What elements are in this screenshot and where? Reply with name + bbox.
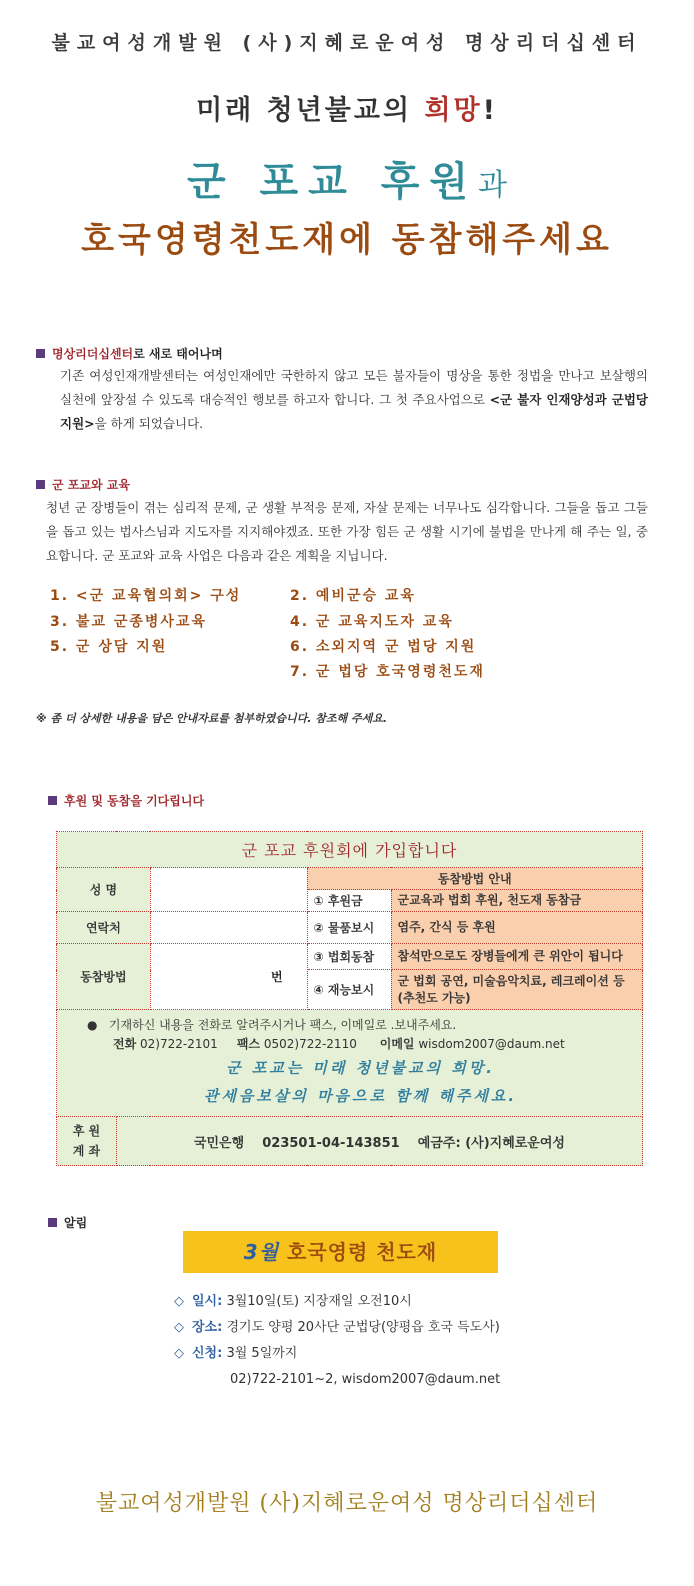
- apply-label: 신청:: [192, 1346, 223, 1361]
- title2-main: 군 포교 후원: [186, 159, 479, 205]
- square-bullet-icon: [48, 796, 57, 805]
- diamond-icon: ◇: [174, 1320, 184, 1335]
- event-banner: [183, 1231, 498, 1273]
- section1-heading-rest: 로 새로 태어나며: [133, 347, 223, 361]
- account-label-1: 후 원: [72, 1124, 101, 1138]
- apply-value: 3월 5일까지: [222, 1346, 298, 1361]
- phone-label: 전화: [113, 1037, 137, 1051]
- form-title: 군 포교 후원회에 가입합니다: [57, 832, 643, 868]
- plan-item: 6. 소외지역 군 법당 지원: [290, 639, 477, 655]
- bank-name: 국민은행: [193, 1135, 245, 1151]
- contact-label: 연락처: [57, 912, 151, 944]
- section3-heading: [48, 792, 204, 809]
- info-cell: [57, 1010, 643, 1117]
- membership-form: [56, 831, 643, 1166]
- account-info: [116, 1117, 642, 1166]
- account-number: 023501-04-143851: [262, 1135, 400, 1151]
- contact-field[interactable]: [150, 912, 307, 944]
- date-value: 3월10일(토) 지장재일 오전10시: [222, 1294, 412, 1309]
- email-label: 이메일: [379, 1037, 415, 1051]
- fax-label: 팩스: [236, 1037, 261, 1051]
- method-field[interactable]: [150, 944, 307, 1010]
- diamond-icon: ◇: [174, 1294, 184, 1309]
- section1-text-a: 기존 여성인재개발센터는 여성인재에만 국한하지 않고 모든 불자들이 명상을 통한 정법을 만나고 보살행의 실천에 앞장설 수 있도록 대승적인 행보를 하고자 합니다. 그 첫 주요사업으로: [60, 368, 648, 407]
- event-date: [174, 1289, 500, 1315]
- plan-list: [0, 0, 694, 700]
- plan-item: 7. 군 법당 호국영령천도재: [290, 664, 485, 680]
- section1-text-bold: <군 불자 인재양성과 군법당 지원>: [60, 392, 648, 431]
- title2-tail: 과: [478, 168, 508, 203]
- place-value: 경기도 양평 20사단 군법당(양평읍 호국 득도사): [222, 1320, 500, 1335]
- option-desc-1: 군교육과 법회 후원, 천도재 동참금: [391, 890, 643, 912]
- apply-contact: 02)722-2101~2, wisdom2007@daum.net: [230, 1372, 501, 1387]
- account-label: [57, 1117, 117, 1166]
- option-label-1: ① 후원금: [307, 890, 391, 912]
- option-desc-4: 군 법회 공연, 미술음악치료, 레크레이션 등 (추천도 가능): [391, 970, 643, 1010]
- fax-value: 0502)722-2110: [263, 1037, 357, 1051]
- method-suffix: 번: [270, 970, 283, 984]
- footer-org-line: 불교여성개발원 (사)지혜로운여성 명상리더십센터: [95, 1491, 599, 1516]
- section1-text-b: 을 하게 되었습니다.: [94, 416, 204, 431]
- title1-highlight: 희망: [424, 95, 483, 126]
- method-label: 동참방법: [57, 944, 151, 1010]
- title1-main: 미래 청년불교의: [196, 95, 425, 126]
- event-place: [174, 1315, 500, 1341]
- option-label-4: ④ 재능보시: [307, 970, 391, 1010]
- option-desc-2: 염주, 간식 등 후원: [391, 912, 643, 944]
- email-link[interactable]: wisdom2007@daum.net: [418, 1037, 565, 1051]
- guide-title: 동참방법 안내: [307, 868, 642, 890]
- banner-month: 3월: [243, 1240, 280, 1264]
- plan-item: 3. 불교 군종병사교육: [50, 614, 207, 630]
- option-label-2: ② 물품보시: [307, 912, 391, 944]
- name-field[interactable]: [150, 868, 307, 912]
- banner-title: 호국영령 천도재: [279, 1240, 438, 1264]
- event-apply: [174, 1341, 500, 1367]
- section4-heading: [48, 1214, 87, 1231]
- header-org-line: 불교여성개발원 (사)지혜로운여성 명상리더십센터: [51, 32, 643, 54]
- plan-item: 4. 군 교육지도자 교육: [290, 614, 454, 630]
- plan-item: 2. 예비군승 교육: [290, 588, 416, 604]
- section1-heading-highlight: 명상리더십센터: [52, 347, 134, 361]
- event-details: [174, 1289, 500, 1393]
- option-label-3: ③ 법회동참: [307, 944, 391, 970]
- slogan-2: 관세음보살의 마음으로 함께 해주세요.: [203, 1087, 518, 1105]
- name-label: 성 명: [57, 868, 151, 912]
- section2-heading-text: 군 포교와 교육: [52, 478, 130, 492]
- diamond-icon: ◇: [174, 1346, 184, 1361]
- section3-heading-text: 후원 및 동참을 기다립니다: [64, 794, 205, 808]
- slogan-1: 군 포교는 미래 청년불교의 희망.: [226, 1059, 495, 1077]
- plan-item: 5. 군 상담 지원: [50, 639, 168, 655]
- section4-heading-text: 알림: [64, 1216, 88, 1230]
- bullet-icon: ●: [87, 1018, 109, 1032]
- info-line: [87, 1016, 634, 1035]
- account-label-2: 계 좌: [72, 1144, 101, 1158]
- account-holder: 예금주: (사)지혜로운여성: [417, 1135, 565, 1151]
- section2-paragraph: 청년 군 장병들이 겪는 심리적 문제, 군 생활 부적응 문제, 자살 문제는 너무나도 심각합니다. 그들을 돕고 그들을 돕고 있는 법사스님과 지도자를 지지해야겠죠. 또한 가장 힘든 군 생활 시기에 불법을 만나게 해 주는 일, 중요합니다. 군 포교와 교육 사업은 다음과 같은 계획을 지닙니다.: [46, 500, 648, 563]
- option-desc-3: 참석만으로도 장병들에게 큰 위안이 됩니다: [391, 944, 643, 970]
- title1-end: !: [482, 95, 498, 126]
- attachment-note: ※ 좀 더 상세한 내용을 담은 안내자료를 첨부하였습니다. 참조해 주세요.: [36, 712, 388, 725]
- phone-value: 02)722-2101: [140, 1037, 218, 1051]
- place-label: 장소:: [192, 1320, 223, 1335]
- info-text: 기재하신 내용을 전화로 알려주시거나 팩스, 이메일로 .보내주세요.: [108, 1018, 457, 1032]
- date-label: 일시:: [192, 1294, 223, 1309]
- title-line-3: 호국영령천도재에 동참해주세요: [81, 220, 613, 260]
- contact-line: [87, 1035, 634, 1054]
- square-bullet-icon: [48, 1218, 57, 1227]
- plan-item: 1. <군 교육협의회> 구성: [50, 588, 242, 604]
